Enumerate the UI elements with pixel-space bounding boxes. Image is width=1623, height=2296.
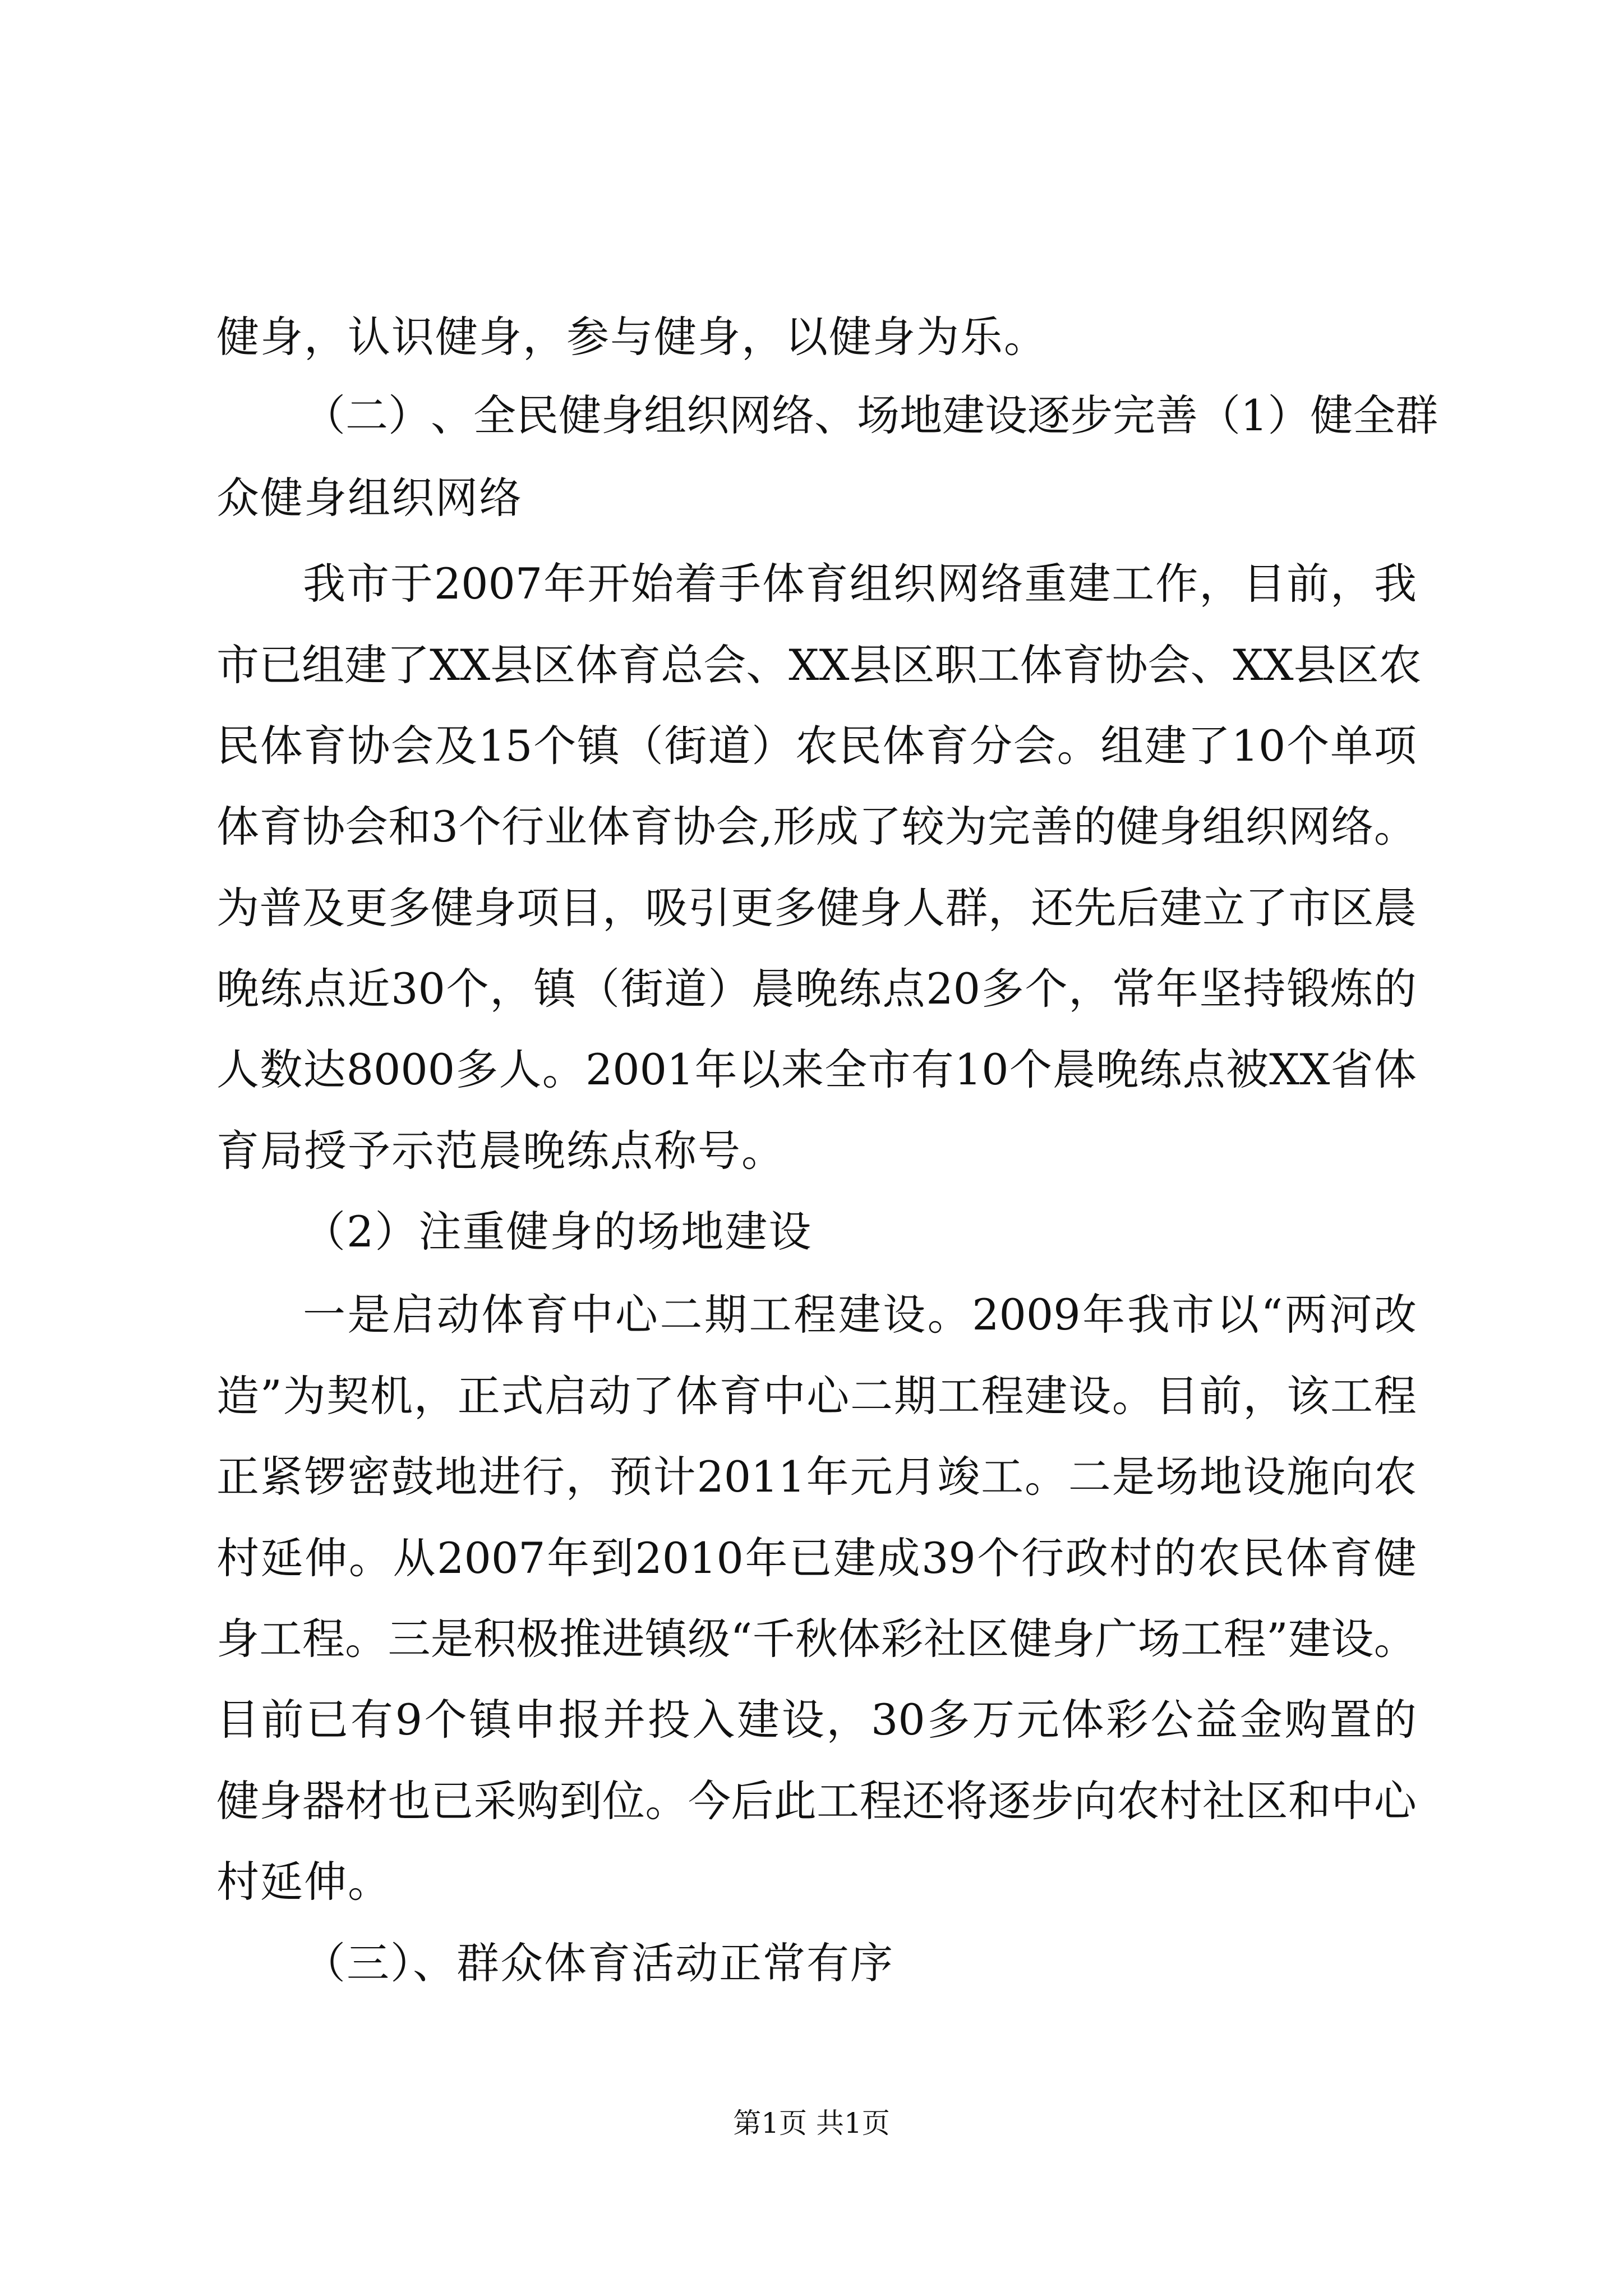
paragraph-line: 体 育 协 会 和 3 个 行 业 体 育 协 会 , 形 成 了 较 为 完 善 的 健 身 组 织 网 络 。	[216, 802, 1417, 852]
paragraph-line: 育局授予示范晨晚练点称号。	[216, 1126, 785, 1176]
paragraph-line: 民 体 育 协 会 及 15 个 镇 （ 街 道 ） 农 民 体 育 分 会 。 组 建 了 10 个 单 项	[216, 721, 1417, 771]
paragraph-line: 正 紧 锣 密 鼓 地 进 行 ， 预 计 2011 年 元 月 竣 工 。 二 是 场 地 设 施 向 农	[216, 1452, 1417, 1502]
paragraph-line: 为 普 及 更 多 健 身 项 目 ， 吸 引 更 多 健 身 人 群 ， 还 先 后 建 立 了 市 区 晨	[216, 883, 1417, 933]
paragraph-line: 造 ” 为 契 机 ， 正 式 启 动 了 体 育 中 心 二 期 工 程 建 设 。 目 前 ， 该 工 程	[216, 1371, 1417, 1421]
section-heading-line: 众健身组织网络	[216, 473, 523, 523]
paragraph-line: 健身，认识健身，参与健身，以健身为乐。	[216, 312, 1048, 362]
paragraph-line: 村 延 伸 。 从 2007 年 到 2010 年 已 建 成 39 个 行 政 村 的 农 民 体 育 健	[216, 1533, 1417, 1583]
section-heading-line: （ 二 ） 、 全 民 健 身 组 织 网 络 、 场 地 建 设 逐 步 完 善 （ 1 ） 健 全 群	[303, 390, 1438, 440]
paragraph-line: 市 已 组 建 了 XX 县 区 体 育 总 会 、 XX 县 区 职 工 体 育 协 会 、 XX 县 区 农	[216, 640, 1422, 690]
paragraph-line: 村延伸。	[216, 1857, 391, 1907]
page-footer: 第1页 共1页	[733, 2107, 890, 2139]
paragraph-line: 我 市 于 2007 年 开 始 着 手 体 育 组 织 网 络 重 建 工 作 ， 目 前 ， 我	[303, 559, 1417, 609]
subsection-heading-line: （2）注重健身的场地建设	[303, 1207, 813, 1257]
paragraph-line: 晚 练 点 近 30 个 ， 镇 （ 街 道 ） 晨 晚 练 点 20 多 个 ， 常 年 坚 持 锻 炼 的	[216, 964, 1417, 1014]
paragraph-line: 健 身 器 材 也 已 采 购 到 位 。 今 后 此 工 程 还 将 逐 步 向 农 村 社 区 和 中 心	[216, 1776, 1417, 1826]
paragraph-line: 一 是 启 动 体 育 中 心 二 期 工 程 建 设 。 2009 年 我 市 以 “ 两 河 改	[303, 1290, 1417, 1340]
paragraph-line: 身 工 程 。 三 是 积 极 推 进 镇 级 “ 千 秋 体 彩 社 区 健 身 广 场 工 程 ” 建 设 。	[216, 1614, 1417, 1664]
section-heading-line: （三）、群众体育活动正常有序	[303, 1938, 894, 1988]
paragraph-line: 人 数 达 8000 多 人 。 2001 年 以 来 全 市 有 10 个 晨 晚 练 点 被 XX 省 体	[216, 1045, 1417, 1094]
paragraph-line: 目 前 已 有 9 个 镇 申 报 并 投 入 建 设 ， 30 多 万 元 体 彩 公 益 金 购 置 的	[216, 1695, 1417, 1745]
